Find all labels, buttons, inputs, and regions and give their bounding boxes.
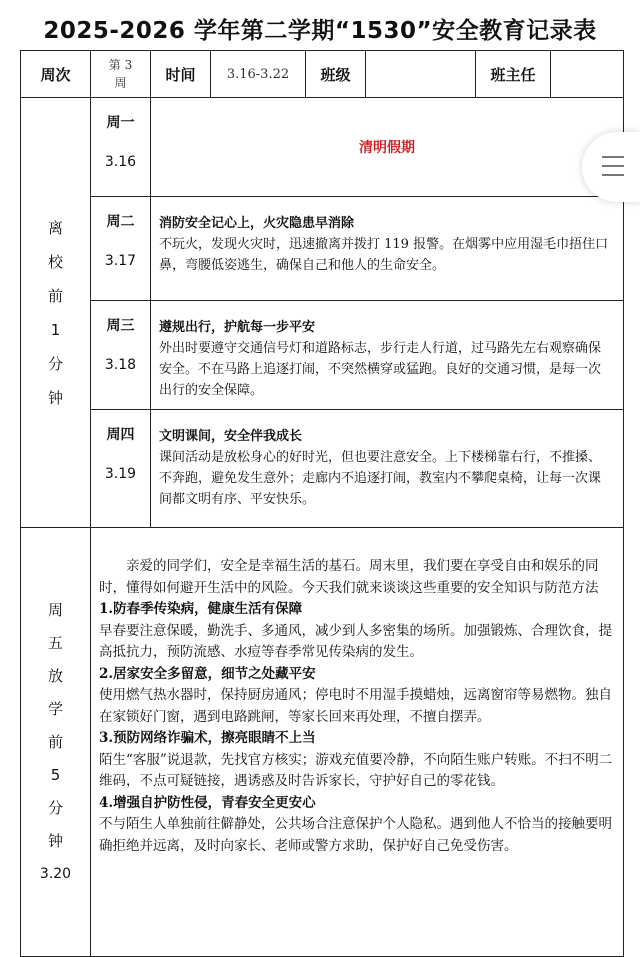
day-row-tue: [21, 197, 624, 301]
day-content: [151, 197, 624, 301]
page-title: 2025-2026 学年第二学期“1530”安全教育记录表: [43, 18, 597, 44]
content-body: 不玩火，发现火灾时，迅速撤离并拨打 119 报警。在烟雾中应用湿毛巾捂住口鼻，弯腰低姿逃生，确保自己和他人的生命安全。: [159, 237, 609, 273]
day-cell: 周一 3.16: [91, 98, 151, 197]
class-label: 班级: [306, 51, 366, 98]
day-content: [151, 410, 624, 528]
teacher-value: [551, 51, 624, 98]
item-heading: 2.居家安全多留意，细节之处藏平安: [99, 665, 316, 682]
content-body: 课间活动是放松身心的好时光，但也要注意安全。上下楼梯靠右行，不推搡、不奔跑，避免发生意外；走廊内不追逐打闹，教室内不攀爬桌椅，让每一次课间都文明有序、平安快乐。: [159, 450, 602, 507]
friday-content: [91, 528, 624, 957]
week-label: 周次: [21, 51, 91, 98]
day-row-mon: [21, 98, 624, 197]
record-table: [20, 50, 624, 957]
content-heading: 消防安全记心上，火灾隐患早消除: [159, 216, 355, 231]
content-body: 外出时要遵守交通信号灯和道路标志，步行走人行道，过马路先左右观察确保安全。不在马路上追逐打闹，不突然横穿或猛跑。良好的交通习惯，是每一次出行的安全保障。: [159, 341, 602, 398]
day-row-wed: [21, 301, 624, 410]
intro-paragraph: 亲爱的同学们，安全是幸福生活的基石。周末里，我们要在享受自由和娱乐的同时，懂得如何避开生活中的风险。今天我们就来谈谈这些重要的安全知识与防范方法: [99, 558, 599, 596]
time-value: 3.16-3.22: [211, 51, 306, 98]
item-heading: 1.防春季传染病，健康生活有保障: [99, 601, 303, 617]
day-cell: 周二 3.17: [91, 197, 151, 301]
item-body: 不与陌生人单独前往僻静处，公共场合注意保护个人隐私。遇到他人不恰当的接触要明确拒绝并远离，及时向家长、老师或警方求助，保护好自己免受伤害。: [99, 816, 612, 854]
section2-label: 周 五 放 学 前 5 分 钟 3.20: [21, 528, 91, 957]
time-label: 时间: [151, 51, 211, 98]
week-value: 第 3 周: [91, 51, 151, 98]
class-value: [366, 51, 476, 98]
item-heading: 3.预防网络诈骗术，擦亮眼睛不上当: [99, 730, 316, 746]
day-cell: 周四 3.19: [91, 410, 151, 528]
item-body: 陌生“客服”说退款，先找官方核实；游戏充值要冷静，不向陌生账户转账。不扫不明二维码，不点可疑链接，遇诱惑及时告诉家长，守护好自己的零花钱。: [99, 751, 613, 789]
item-body: 使用燃气热水器时，保持厨房通风；停电时不用湿手摸蜡烛，远离窗帘等易燃物。独自在家锁好门窗，遇到电路跳闸，等家长回来再处理，不擅自摆弄。: [99, 687, 612, 725]
content-heading: 遵规出行，护航每一步平安: [159, 320, 316, 335]
section1-label: 离 校 前 1 分 钟: [21, 98, 91, 528]
header-row: [21, 51, 624, 98]
teacher-label: 班主任: [476, 51, 551, 98]
holiday-text: 清明假期: [151, 98, 624, 197]
item-body: 早春要注意保暖，勤洗手、多通风，减少到人多密集的场所。加强锻炼、合理饮食，提高抵抗力，预防流感、水痘等春季常见传染病的发生。: [99, 622, 612, 660]
content-heading: 文明课间，安全伴我成长: [159, 429, 303, 444]
day-cell: 周三 3.18: [91, 301, 151, 410]
day-content: [151, 301, 624, 410]
day-row-thu: [21, 410, 624, 528]
friday-row: [21, 528, 624, 957]
item-heading: 4.增强自护防性侵，青春安全更安心: [99, 794, 316, 811]
